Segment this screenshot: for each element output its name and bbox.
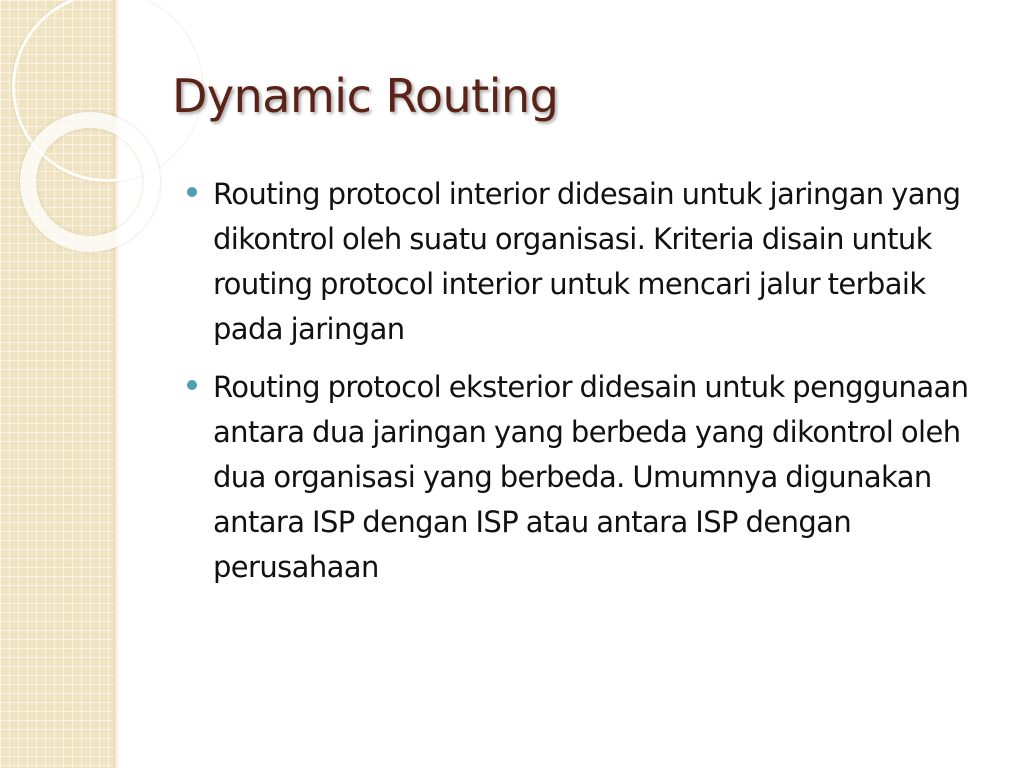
bullet-marker-icon bbox=[187, 187, 197, 197]
bullet-text: Routing protocol interior didesain untuk jaringan yang dikontrol oleh suatu organisasi. Kriteria disain untuk routing protocol interior untuk mencari jalur terbaik pada jaringan bbox=[213, 177, 961, 346]
decorative-ring-small bbox=[20, 112, 160, 252]
bullet-list bbox=[187, 172, 997, 603]
bullet-marker-icon bbox=[187, 380, 197, 390]
bullet-text: Routing protocol eksterior didesain untuk penggunaan antara dua jaringan yang berbeda yang dikontrol oleh dua organisasi yang berbeda. Umumnya digunakan antara ISP dengan ISP atau antara ISP dengan perusahaan bbox=[213, 370, 969, 584]
bullet-item-exterior bbox=[187, 365, 997, 590]
slide-title: Dynamic Routing bbox=[172, 69, 559, 123]
bullet-item-interior bbox=[187, 172, 997, 352]
